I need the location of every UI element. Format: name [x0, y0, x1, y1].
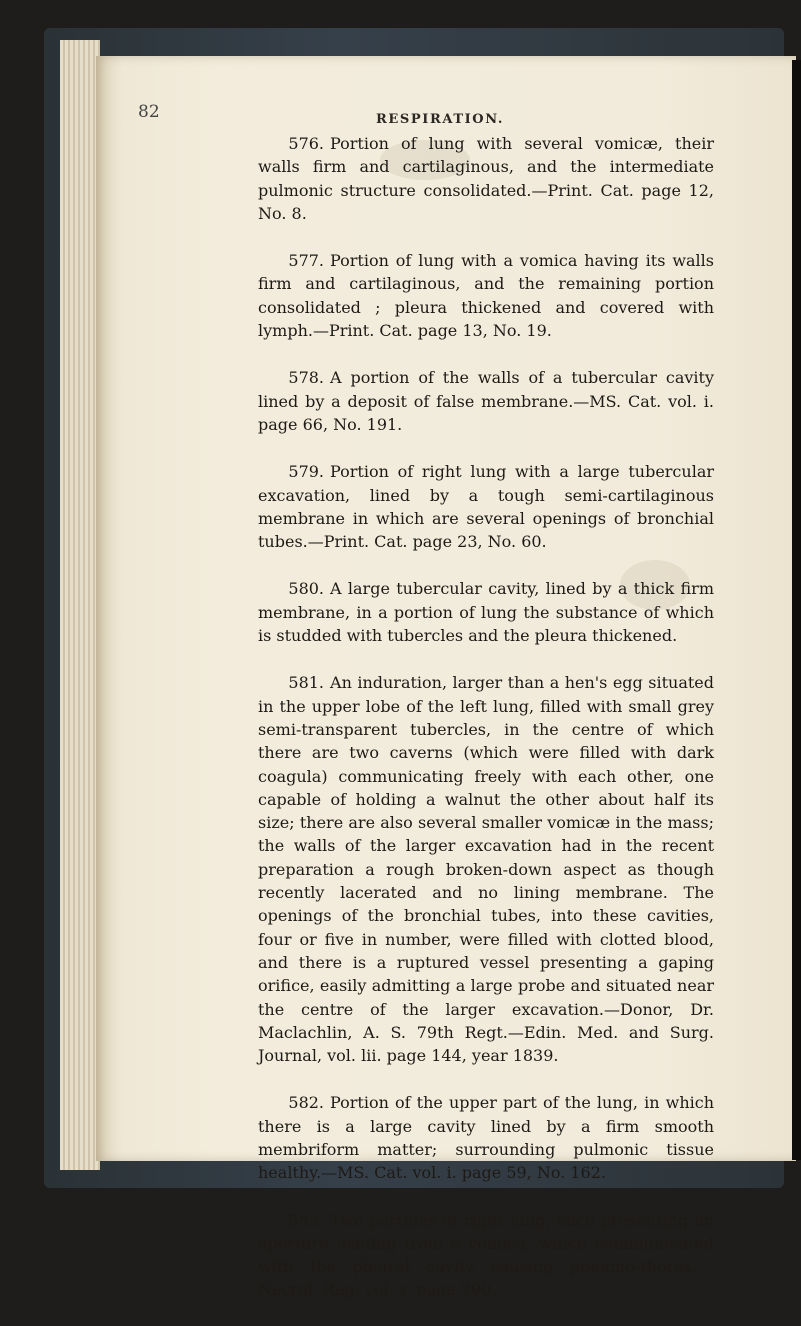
entry-581: [258, 671, 714, 1067]
entry-text: Portion of the upper part of the lung, in which there is a large cavity lined by a firm smooth membriform matter; surrounding pulmonic tissue healthy.—MS. Cat. vol. i. page 59, No. 162.: [258, 1093, 714, 1183]
entry-number: 576.: [288, 134, 325, 153]
catalogue-text: [258, 132, 714, 1326]
entry-text: An induration, larger than a hen's egg situated in the upper lobe of the left lung, filled with small grey semi-transparent tubercles, in the centre of which there are two caverns (which were filled with dark coagula) communicating freely with each other, one capable of holding a walnut the other about half its size; there are also several smaller vomicæ in the mass; the walls of the larger excavation had in the recent preparation a rough broken-down aspect as though recently lacerated and no lining membrane. The openings of the bronchial tubes, into these cavities, four or five in number, were filled with clotted blood, and there is a ruptured vessel presenting a gaping orifice, easily admitting a large probe and situated near the centre of the larger excavation.—Donor, Dr. Maclachlin, A. S. 79th Regt.—Edin. Med. and Surg. Journal, vol. lii. page 144, year 1839.: [258, 673, 714, 1066]
page-number: 82: [138, 102, 160, 122]
running-head: RESPIRATION.: [376, 112, 504, 127]
entry-text: Portion of lung with a vomica having its walls firm and cartilaginous, and the remaining portion consolidated ; pleura thickened and covered with lymph.—Print. Cat. page 13, No. 19.: [258, 251, 714, 341]
entry-number: 582.: [288, 1093, 325, 1113]
entry-number: 583.: [288, 1210, 325, 1230]
entry-577: [258, 249, 714, 342]
entry-number: 579.: [288, 462, 325, 482]
page-shadow-edge: [792, 60, 801, 1160]
entry-text: Portion of lung with several vomicæ, their walls firm and cartilaginous, and the intermediate pulmonic structure consolidated.—Print. Cat. page 12, No. 8.: [258, 134, 714, 223]
entry-number: 580.: [288, 579, 325, 599]
entry-text: Portion of right lung with a large tubercular excavation, lined by a tough semi-cartilaginous membrane in which are several openings of bronchial tubes.—Print. Cat. page 23, No. 60.: [258, 462, 714, 552]
entry-number: 577.: [288, 251, 325, 271]
page-edges: [60, 40, 100, 1170]
entry-578: [258, 366, 714, 436]
entry-580: [258, 577, 714, 647]
entry-text: Two portions of right lung, each presenting an aperture leading from a vomica, which communicated with the pleural cavity causing pneumo-thorax.—Necrol. Reg. vol. v. page 290.: [258, 1210, 714, 1300]
entry-number: 578.: [288, 368, 325, 388]
entry-579: [258, 460, 714, 553]
entry-number: 581.: [288, 673, 325, 693]
entry-582: [258, 1091, 714, 1184]
entry-576: [258, 132, 714, 225]
entry-583: [258, 1209, 714, 1302]
entry-text: A large tubercular cavity, lined by a thick firm membrane, in a portion of lung the substance of which is studded with tubercles and the pleura thickened.: [258, 579, 714, 646]
entry-text: A portion of the walls of a tubercular cavity lined by a deposit of false membrane.—MS. Cat. vol. i. page 66, No. 191.: [258, 368, 714, 434]
